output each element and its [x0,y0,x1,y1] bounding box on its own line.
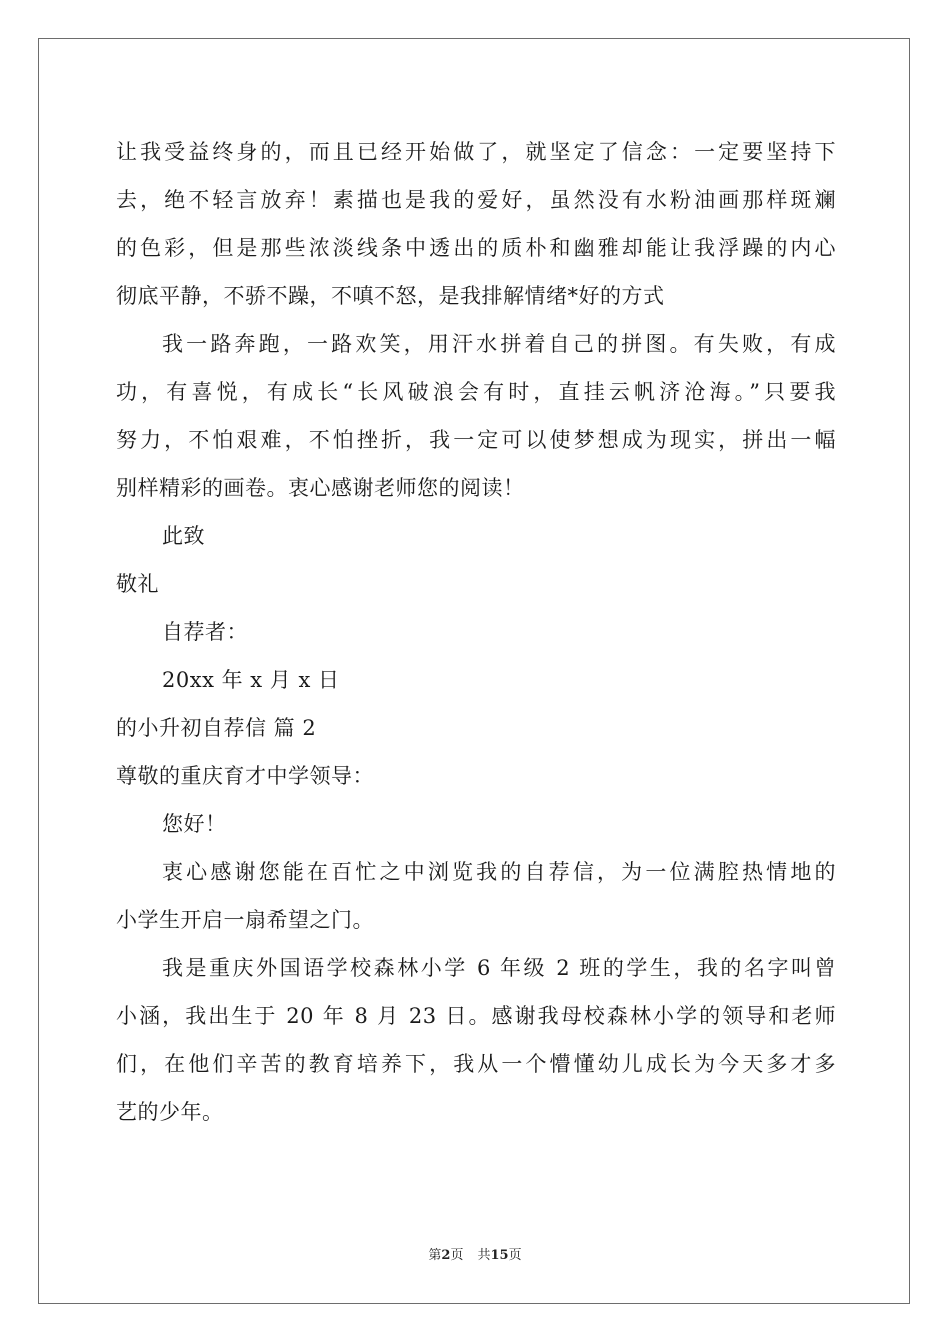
text-line: 20xx 年 x 月 x 日 [162,668,340,692]
text-line: 衷心感谢您能在百忙之中浏览我的自荐信，为一位满腔热情地的 [162,860,836,884]
text-line: 我是重庆外国语学校森林小学 6 年级 2 班的学生，我的名字叫曾 [162,956,836,980]
text-line: 您好！ [162,812,227,836]
text-line: 小涵，我出生于 20 年 8 月 23 日。感谢我母校森林小学的领导和老师 [116,1004,836,1028]
text-line: 让我受益终身的，而且已经开始做了，就坚定了信念：一定要坚持下 [116,140,836,164]
text-line: 自荐者： [162,620,248,644]
text-line: 的色彩，但是那些浓淡线条中透出的质朴和幽雅却能让我浮躁的内心 [116,236,836,260]
text-line: 我一路奔跑，一路欢笑，用汗水拼着自己的拼图。有失败，有成 [162,332,836,356]
total-page-count: 15 [490,1248,509,1263]
total-unit: 页 [508,1248,522,1263]
text-line: 的小升初自荐信 篇 2 [116,716,317,740]
text-line: 此致 [162,524,205,548]
text-line: 去，绝不轻言放弃！素描也是我的爱好，虽然没有水粉油画那样斑斓 [116,188,836,212]
current-page-number: 2 [441,1248,451,1263]
document-body [116,128,836,1136]
page-unit: 页 [450,1248,464,1263]
page-footer [0,1246,950,1266]
text-line: 别样精彩的画卷。衷心感谢老师您的阅读！ [116,476,525,500]
page-prefix: 第 [428,1248,442,1263]
text-line: 功，有喜悦，有成长“长风破浪会有时，直挂云帆济沧海。”只要我 [116,380,836,404]
text-line: 们，在他们辛苦的教育培养下，我从一个懵懂幼儿成长为今天多才多 [116,1052,836,1076]
text-line: 彻底平静，不骄不躁，不嗔不怒，是我排解情绪*好的方式 [116,284,665,308]
text-line: 尊敬的重庆育才中学领导： [116,764,374,788]
total-prefix: 共 [477,1248,491,1263]
text-line: 艺的少年。 [116,1100,224,1124]
text-line: 敬礼 [116,572,159,596]
text-line: 努力，不怕艰难，不怕挫折，我一定可以使梦想成为现实，拼出一幅 [116,428,836,452]
text-line: 小学生开启一扇希望之门。 [116,908,374,932]
